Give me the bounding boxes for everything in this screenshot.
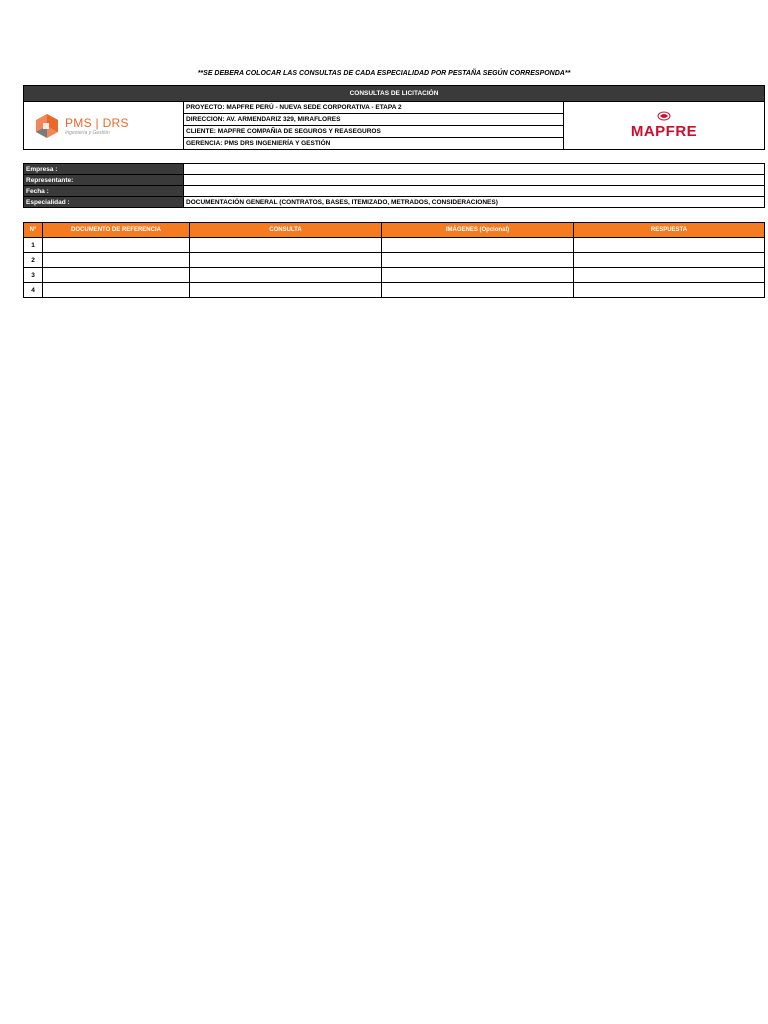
images-cell[interactable] — [382, 268, 574, 283]
specialty-label: Especialidad : — [24, 197, 184, 208]
column-header-response: RESPUESTA — [574, 223, 765, 238]
response-cell[interactable] — [574, 268, 765, 283]
row-number: 2 — [24, 253, 43, 268]
company-value[interactable] — [184, 164, 765, 175]
column-header-images: IMÁGENES (Opcional) — [382, 223, 574, 238]
pms-logo-text: PMS | DRS — [65, 115, 129, 130]
reference-cell[interactable] — [43, 238, 190, 253]
column-header-reference: DOCUMENTO DE REFERENCIA — [43, 223, 190, 238]
management-line: GERENCIA: PMS DRS INGENIERÍA Y GESTIÓN — [184, 138, 564, 150]
table-row — [24, 283, 765, 298]
representative-value[interactable] — [184, 175, 765, 186]
mapfre-logo-cell — [564, 102, 765, 150]
instruction-note: **SE DEBERA COLOCAR LAS CONSULTAS DE CADA ESPECIALIDAD POR PESTAÑA SEGÚN CORRESPONDA** — [197, 70, 571, 77]
specialty-value[interactable]: DOCUMENTACIÓN GENERAL (CONTRATOS, BASES, ITEMIZADO, METRADOS, CONSIDERACIONES) — [184, 197, 765, 208]
row-number: 1 — [24, 238, 43, 253]
pms-drs-logo — [26, 113, 181, 139]
column-header-number: N° — [24, 223, 43, 238]
table-row — [24, 268, 765, 283]
address-line: DIRECCION: AV. ARMENDARIZ 329, MIRAFLORES — [184, 114, 564, 126]
mapfre-emblem-icon — [566, 111, 762, 123]
query-cell[interactable] — [190, 268, 382, 283]
pms-mark-icon — [34, 113, 60, 139]
response-cell[interactable] — [574, 253, 765, 268]
date-label: Fecha : — [24, 186, 184, 197]
mapfre-logo-text: MAPFRE — [630, 123, 698, 140]
reference-cell[interactable] — [43, 253, 190, 268]
reference-cell[interactable] — [43, 268, 190, 283]
company-info-block — [23, 163, 765, 208]
response-cell[interactable] — [574, 283, 765, 298]
response-cell[interactable] — [574, 238, 765, 253]
images-cell[interactable] — [382, 253, 574, 268]
representative-label: Representante: — [24, 175, 184, 186]
table-row — [24, 238, 765, 253]
row-number: 3 — [24, 268, 43, 283]
client-line: CLIENTE: MAPFRE COMPAÑIA DE SEGUROS Y REASEGUROS — [184, 126, 564, 138]
pms-logo-subtext: Ingeniería y Gestión — [65, 129, 110, 136]
queries-table — [23, 222, 765, 298]
pms-logo-cell — [24, 102, 184, 150]
query-cell[interactable] — [190, 238, 382, 253]
project-line: PROYECTO: MAPFRE PERÚ - NUEVA SEDE CORPORATIVA - ETAPA 2 — [184, 102, 564, 114]
images-cell[interactable] — [382, 283, 574, 298]
header-block — [23, 85, 765, 150]
query-cell[interactable] — [190, 253, 382, 268]
reference-cell[interactable] — [43, 283, 190, 298]
column-header-query: CONSULTA — [190, 223, 382, 238]
table-row — [24, 253, 765, 268]
date-value[interactable] — [184, 186, 765, 197]
header-title: CONSULTAS DE LICITACIÓN — [24, 86, 765, 102]
row-number: 4 — [24, 283, 43, 298]
query-cell[interactable] — [190, 283, 382, 298]
company-label: Empresa : — [24, 164, 184, 175]
images-cell[interactable] — [382, 238, 574, 253]
